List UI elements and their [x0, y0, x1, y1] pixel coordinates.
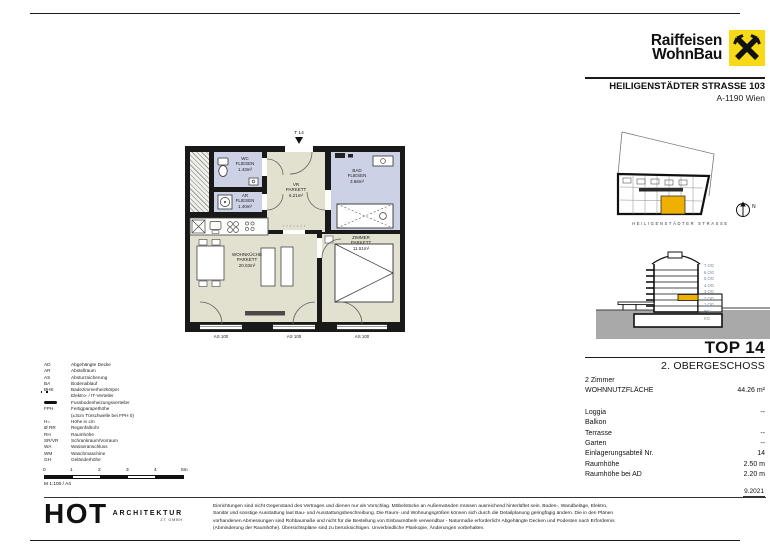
room-label-vr: VR PARKETT 6.21m² — [285, 182, 307, 198]
table-row: Loggia -- — [585, 408, 765, 416]
legend-row: AR Abstellraum — [44, 368, 96, 374]
unit-floor-name: 2. OBERGESCHOSS — [661, 360, 765, 372]
floor-label-3og: 3.OG — [704, 289, 715, 294]
architect-logo — [44, 498, 183, 529]
floor-label-4og: 4.OG — [704, 282, 715, 288]
building-section — [596, 246, 770, 341]
section-drawing — [596, 246, 770, 341]
legend-row: WA Wasseranschluss — [44, 444, 108, 450]
unit-data-table — [585, 376, 765, 495]
room-label-ar: AR FLIESEN 1.40m² — [235, 193, 255, 209]
plan-date: 9.2021 — [744, 487, 764, 495]
window-label-1: AS 100 — [213, 334, 229, 339]
legend-row: FPH Fertigparapethöhe — [44, 406, 110, 412]
north-arrow-icon — [737, 202, 750, 217]
brand-line2: WohnBau — [652, 46, 722, 63]
balcony-slabs — [646, 270, 654, 306]
scale-bar-segments — [44, 475, 184, 479]
entrance-marker — [285, 131, 313, 144]
floor-label-kg: KG — [704, 315, 711, 321]
entrance-label: T 14 — [294, 131, 304, 136]
disclaimer: Einrichtungen sind nicht Gegenstand des Vertrages und dienen nur als Vorschlag. Möbelstücke an Außenwänden müssen ausreichend hinterlüftet sein. Boden-, Wandbeläge, Elektro, Sanitär und sonstige Ausstattung laut Bau- und Ausstattungsbeschreibung. Die Raum- und Wohnungsgrößen können sich durch die Detailplanung geringfügig ändern. Die in den Plänen vorhandenen Abmessungen sind Rohbaumaße und nicht für die Bestellung von Einbaumöbeln verwendbar - Naturmaße erforderlich! Abgehängte Decken und Podesten nach Erfordernis (Abminderung der Raumhöhe). Übersichtspläne sind zu berücksichtigen. Unverbindliche Plankopie, Änderungen vorbehalten. — [213, 504, 615, 532]
bathroom-radiator-icon — [335, 153, 353, 158]
street-label: HEILIGENSTÄDTER STRASSE — [632, 221, 729, 226]
table-row: Balkon — [585, 419, 607, 427]
area-value: 44.26 m² — [737, 387, 765, 395]
floor-label-5og: 5.OG — [704, 276, 715, 281]
floor-label-1og: 1.OG — [704, 302, 715, 307]
legend-row: (±3cm Türschwelle bei FPH 0) — [71, 412, 134, 418]
room-label-zimmer: ZIMMER PARKETT 11.51m² — [350, 235, 372, 251]
project-title: HEILIGENSTÄDTER STRASSE 103 — [609, 81, 765, 92]
corridor-core — [639, 188, 683, 192]
highlighted-unit — [661, 196, 685, 214]
unit-title: TOP 14 — [704, 338, 765, 357]
project-city: A-1190 Wien — [716, 93, 765, 103]
highlighted-floor-bar — [678, 295, 698, 301]
washbasin-icon — [373, 156, 393, 166]
dining-table-icon — [197, 240, 224, 287]
room-label-wc: WC FLIESEN 1.43m² — [235, 156, 255, 172]
room-label-bad: BAD FLIESEN 3.68m² — [347, 168, 367, 184]
legend — [44, 362, 184, 463]
scale-bar: 0 1 2 3 4 5m M 1:100 / A4 — [43, 468, 188, 487]
kitchen-counter-icon — [190, 218, 268, 235]
page-bottom-border — [30, 540, 740, 541]
window-label-2: AS 100 — [286, 334, 302, 339]
floor-label-2og: 2.OG — [704, 295, 715, 301]
scale-note: M 1:100 / A4 — [44, 482, 71, 487]
legend-row: GH Geländerhöhe — [44, 456, 101, 462]
north-label: N — [752, 204, 756, 210]
rooms-count: 2 Zimmer — [585, 377, 615, 384]
tower-body — [654, 263, 698, 312]
footer-rule — [44, 497, 766, 498]
table-row: Terrasse -- — [585, 429, 765, 437]
table-row: Raumhöhe bei AD 2.20 m — [585, 471, 765, 479]
floor-plan — [185, 146, 405, 332]
sideboard-icon — [245, 311, 285, 316]
bathtub-icon — [337, 204, 393, 228]
architect-name: HOT — [44, 498, 108, 529]
brand-line1: Raiffeisen — [650, 31, 722, 49]
floor-label-6og: 6.OG — [704, 269, 715, 275]
table-row: Einlagerungsabteil Nr. 14 — [585, 450, 765, 458]
site-plan-drawing — [593, 124, 768, 224]
legend-row: Elektro- / IT-Verteiler — [71, 393, 114, 399]
legend-row: AD Abgehängte Decke — [44, 362, 111, 367]
floor-label-7og: 7.OG — [704, 263, 715, 268]
legend-row: RH Raumhöhe — [44, 431, 94, 437]
legend-row: BA Bodenablauf — [44, 380, 98, 386]
table-row: Raumhöhe 2.50 m — [585, 460, 765, 468]
page-top-border — [30, 13, 740, 14]
unit-title-rule — [585, 357, 765, 358]
room-label-wohnkueche: WOHNKÜCHE PARKETT 20.03m² — [232, 252, 262, 268]
table-row: Garten -- — [585, 440, 765, 448]
floor-heating-distributor-icon — [44, 401, 57, 405]
architect-suffix: ZT GMBH — [160, 517, 183, 522]
area-label: WOHNNUTZFLÄCHE — [585, 387, 654, 395]
architect-field: ARCHITEKTUR — [112, 510, 183, 517]
brand-wordmark — [650, 31, 722, 63]
legend-row: SR/VR Schrankraum/Vorraum — [44, 437, 118, 443]
floor-label-eg: EG — [704, 308, 711, 314]
legend-row: Ø RR Regenfallrohr — [44, 425, 100, 431]
entrance-arrow-icon — [295, 137, 303, 144]
brand-header — [585, 30, 765, 66]
wc-sink-icon — [249, 178, 258, 185]
toilet-icon — [218, 158, 228, 177]
site-key-plan — [593, 124, 768, 236]
window-label-3: AS 100 — [354, 334, 370, 339]
raiffeisen-gable-cross-icon — [729, 30, 765, 66]
legend-row: Fussbodenheizungsverteiler — [44, 400, 184, 406]
legend-row: BHK Badezimmerheizkörper — [44, 387, 120, 393]
legend-row: AS Absturzsicherung — [44, 374, 108, 380]
legend-row: H= Höhe in cm — [44, 419, 95, 425]
legend-row: WM Waschmaschine — [44, 450, 106, 456]
brand-rule — [585, 77, 765, 79]
